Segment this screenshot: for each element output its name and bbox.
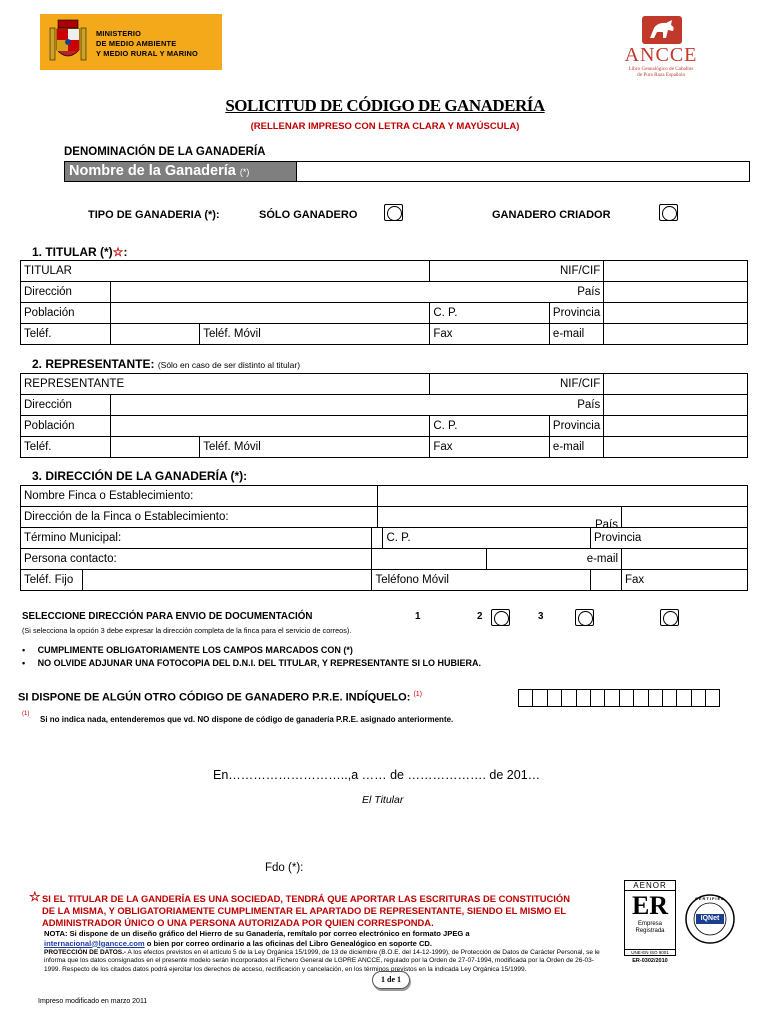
proteccion-title: PROTECCIÓN DE DATOS.- <box>44 949 127 956</box>
representante-email-input[interactable] <box>604 437 748 458</box>
dir-fax-field[interactable] <box>622 570 748 591</box>
nota-text <box>44 929 604 948</box>
email-label: e-mail <box>552 441 585 453</box>
representante-poblacion-input[interactable] <box>110 416 430 437</box>
representante-nif-label <box>430 374 604 395</box>
aenor-logo <box>624 880 676 966</box>
pre-label-text: SI DISPONE DE ALGÚN OTRO CÓDIGO DE GANADERO P.R.E. INDÍQUELO: <box>18 691 411 704</box>
aenor-une: UNE-EN ISO 9001 <box>624 950 676 956</box>
telef-fijo-label <box>21 570 83 591</box>
cp-label: C. P. <box>433 307 458 319</box>
iqnet-logo <box>684 893 736 945</box>
email-link[interactable]: internacional@lgancce.com <box>44 938 145 948</box>
er-mark-icon: ER <box>631 891 669 920</box>
movil-label: Teléfono Móvil <box>375 574 449 586</box>
page-title: SOLICITUD DE CÓDIGO DE GANADERÍA <box>225 96 545 115</box>
representante-direccion-input[interactable] <box>110 395 603 416</box>
direccion-heading: 3. DIRECCIÓN DE LA GANADERÍA (*): <box>32 469 248 483</box>
pre-code-box[interactable] <box>705 689 720 707</box>
ancce-name: ANCCE <box>624 44 698 66</box>
titular-direccion-label <box>21 282 111 303</box>
ministry-line: DE MEDIO AMBIENTE <box>96 39 177 48</box>
representante-movil-field[interactable] <box>200 437 430 458</box>
termino-label <box>21 528 372 549</box>
firma-titular: El Titular <box>362 794 404 806</box>
direccion-table <box>20 485 748 591</box>
dir-movil-input[interactable] <box>591 570 622 591</box>
dir-email-label <box>487 549 622 570</box>
iqnet-certified: CERTIFIED <box>694 896 726 901</box>
pre-superscript: (1) <box>413 691 422 698</box>
titular-provincia-label <box>549 303 603 324</box>
provincia-label: Provincia <box>552 307 601 319</box>
ministry-name <box>96 29 198 59</box>
titular-telef-label <box>21 324 111 345</box>
nota-line1: NOTA: Si dispone de un diseño gráfico del Hierro de su Ganadería, remítalo por correo electrónico en formato JPEG a <box>44 929 470 938</box>
ministry-line: MINISTERIO <box>96 29 142 38</box>
nota-line2: o bien por correo ordinario a las oficinas del Libro Genealógico en soporte CD. <box>144 938 433 948</box>
pre-code-box[interactable] <box>561 689 576 707</box>
representante-name-field[interactable] <box>21 374 430 395</box>
titular-provincia-input[interactable] <box>604 303 748 324</box>
bullet-text: CUMPLIMENTE OBLIGATORIAMENTE LOS CAMPOS MARCADOS CON (*) <box>37 645 353 655</box>
envio-option2-radio[interactable] <box>575 609 594 626</box>
representante-telef-label <box>21 437 111 458</box>
ganaderia-name-label <box>65 162 297 181</box>
pre-code-box[interactable] <box>619 689 634 707</box>
email-label: e-mail <box>552 328 585 340</box>
ministry-logo <box>40 14 222 70</box>
pre-footnote: Si no indica nada, entenderemos que vd. NO dispone de código de ganadería P.R.E. asignado anteriormente. <box>40 715 454 724</box>
email-label: e-mail <box>586 553 618 565</box>
telef-fijo-input[interactable] <box>83 570 372 591</box>
star-icon: ☆ <box>112 245 124 259</box>
pais-label: País <box>594 519 618 531</box>
aenor-code: ER-0302/2010 <box>632 958 668 964</box>
pais-label: País <box>577 399 601 411</box>
footer-warning-line: DE LA MISMA, Y OBLIGATORIAMENTE CUMPLIMENTAR EL APARTADO DE REPRESENTANTE, SIENDO EL MISMO EL <box>42 905 567 916</box>
contacto-input[interactable] <box>372 549 487 570</box>
ancce-sub-line: Libro Genealógico de Caballos <box>628 66 694 72</box>
nif-label: NIF/CIF <box>559 378 601 390</box>
termino-text: Término Municipal: <box>24 532 122 544</box>
representante-provincia-input[interactable] <box>604 416 748 437</box>
titular-movil-field[interactable] <box>200 324 430 345</box>
termino-input[interactable] <box>372 528 383 549</box>
envio-opt3-label: 3 <box>538 611 544 622</box>
pre-code-box[interactable] <box>662 689 677 707</box>
ganaderia-name-row <box>64 161 750 182</box>
representante-cp-field[interactable] <box>430 416 550 437</box>
titular-email-label <box>549 324 603 345</box>
aenor-text: AENOR <box>625 881 675 891</box>
finca-label <box>21 486 378 507</box>
envio-option3-radio[interactable] <box>660 609 679 626</box>
direccion-label: Dirección <box>24 399 72 411</box>
titular-table <box>20 260 748 345</box>
ganaderia-name-input[interactable] <box>297 162 749 181</box>
dir-finca-text: Dirección de la Finca o Establecimiento: <box>24 511 229 523</box>
pre-label <box>18 691 422 704</box>
provincia-label: Provincia <box>552 420 601 432</box>
pais-label: País <box>577 286 601 298</box>
representante-provincia-label <box>549 416 603 437</box>
solo-ganadero-radio[interactable] <box>384 204 403 221</box>
envio-opt2-label: 2 <box>477 611 483 622</box>
horse-icon <box>642 16 682 44</box>
dir-finca-pais-input[interactable] <box>622 507 748 528</box>
pre-foot-sup: (1) <box>22 711 30 717</box>
finca-text: Nombre Finca o Establecimiento: <box>24 490 194 502</box>
printed-date: Impreso modificado en marzo 2011 <box>38 998 148 1005</box>
movil-label: Teléf. Móvil <box>203 328 261 340</box>
aenor-box <box>624 880 676 950</box>
envio-note: (Si selecciona la opción 3 debe expresar la dirección completa de la finca para el servicio de correos). <box>22 626 352 635</box>
titular-poblacion-label <box>21 303 111 324</box>
pre-code-box[interactable] <box>576 689 591 707</box>
representante-heading-text: 2. REPRESENTANTE: <box>32 357 155 371</box>
nif-label: NIF/CIF <box>559 265 601 277</box>
telef-label: Teléf. <box>24 328 52 340</box>
representante-table <box>20 373 748 458</box>
titular-label: TITULAR <box>24 265 72 277</box>
contacto-text: Persona contacto: <box>24 553 117 565</box>
titular-email-input[interactable] <box>604 324 748 345</box>
envio-opt1-label: 1 <box>415 611 421 622</box>
page-subtitle: (RELLENAR IMPRESO CON LETRA CLARA Y MAYÚSCULA) <box>250 121 520 132</box>
pre-code-box[interactable] <box>547 689 562 707</box>
tipo-label: TIPO DE GANADERIA (*): <box>88 209 220 221</box>
tipo-option-solo <box>259 209 357 221</box>
proteccion-text: A los efectos previstos en el artículo 5 de la Ley Orgánica 15/1999, de 13 de diciembre (B.O.E. del 14-12-1999), de Protección de Datos de Carácter Personal, se le informa que los datos consignados en el presente modelo serán incorporados al Fichero General de LGPRE ANCCE, regulado por la Orden de 27-07-1994, modificada por la Orden de 26-03-1999. Respecto de los citados datos podrá ejercitar los derechos de acceso, rectificación y cancelación, en los términos previstos en la indicada Ley Orgánica 15/1999. <box>44 949 600 973</box>
pre-code-input[interactable] <box>519 689 720 707</box>
pre-code-box[interactable] <box>532 689 547 707</box>
titular-heading-text: 1. TITULAR (*) <box>32 245 113 259</box>
representante-email-label <box>549 437 603 458</box>
poblacion-label: Población <box>24 420 75 432</box>
dir-cp-field[interactable] <box>383 528 591 549</box>
ancce-sub-line: de Pura Raza Española <box>637 72 685 78</box>
representante-direccion-label <box>21 395 111 416</box>
ministry-line: Y MEDIO RURAL Y MARINO <box>96 49 198 58</box>
titular-colon: : <box>123 245 128 259</box>
denominacion-heading: DENOMINACIÓN DE LA GANADERÍA <box>64 146 266 158</box>
fax-label: Fax <box>433 328 453 340</box>
pre-code-box[interactable] <box>648 689 663 707</box>
aenor-registrada: Registrada <box>635 928 665 934</box>
titular-name-field[interactable] <box>21 261 430 282</box>
firma-lugar: En………………………..,a …… de ………………. de 201… <box>213 768 541 782</box>
representante-label: REPRESENTANTE <box>24 378 125 390</box>
representante-pais-input[interactable] <box>604 395 748 416</box>
finca-input[interactable] <box>378 486 748 507</box>
pre-code-box[interactable] <box>604 689 619 707</box>
titular-heading <box>32 245 127 259</box>
star-icon: ☆ <box>29 889 41 904</box>
telef-fijo-text: Teléf. Fijo <box>24 574 74 586</box>
fax-label: Fax <box>625 574 645 586</box>
poblacion-label: Población <box>24 307 75 319</box>
direccion-label: Dirección <box>24 286 72 298</box>
footer-warning-line: ADMINISTRADOR ÚNICO O UNA PERSONA AUTORIZADA POR QUIEN CORRESPONDA. <box>42 917 434 928</box>
telef-label: Teléf. <box>24 441 52 453</box>
tipo-option-solo-text: SÓLO GANADERO <box>259 209 358 221</box>
dir-finca-label <box>21 507 378 528</box>
dir-email-input[interactable] <box>622 549 748 570</box>
required-mark: (*) <box>239 167 250 177</box>
representante-nif-input[interactable] <box>604 374 748 395</box>
contacto-label <box>21 549 372 570</box>
representante-telef-input[interactable] <box>110 437 199 458</box>
pre-code-box[interactable] <box>676 689 691 707</box>
titular-poblacion-input[interactable] <box>110 303 430 324</box>
bullet-text: NO OLVIDE ADJUNAR UNA FOTOCOPIA DEL D.N.I. DEL TITULAR, Y REPRESENTANTE SI LO HUBIERA. <box>37 658 482 668</box>
firma-fdo: Fdo (*): <box>265 862 304 874</box>
titular-cp-field[interactable] <box>430 303 550 324</box>
tipo-option-criador: GANADERO CRIADOR <box>492 209 611 221</box>
pre-code-box[interactable] <box>691 689 706 707</box>
cp-label: C. P. <box>386 532 411 544</box>
ancce-subtitle <box>610 66 712 78</box>
pre-code-box[interactable] <box>590 689 605 707</box>
iqnet-text: IQNet <box>700 915 720 922</box>
envio-option1-radio[interactable] <box>491 609 510 626</box>
aenor-empresa: Empresa <box>637 921 662 927</box>
footer-warning-line: SI EL TITULAR DE LA GANDERÍA ES UNA SOCIEDAD, TENDRÁ QUE APORTAR LAS ESCRITURAS DE CONSTITUCIÓN <box>42 893 570 904</box>
representante-fax-field[interactable] <box>430 437 550 458</box>
representante-note: (Sólo en caso de ser distinto al titular) <box>157 360 301 370</box>
titular-pais-input[interactable] <box>604 282 748 303</box>
dir-finca-input[interactable] <box>378 507 622 531</box>
representante-heading <box>32 357 300 371</box>
proteccion-datos <box>44 949 604 974</box>
ancce-logo <box>610 16 712 84</box>
movil-label: Teléf. Móvil <box>203 441 261 453</box>
fax-label: Fax <box>433 441 453 453</box>
page-number: 1 de 1 <box>372 971 410 989</box>
cp-label: C. P. <box>433 420 458 432</box>
dir-movil-field[interactable] <box>372 570 591 591</box>
titular-nif-input[interactable] <box>604 261 748 282</box>
titular-direccion-input[interactable] <box>110 282 603 303</box>
titular-fax-field[interactable] <box>430 324 550 345</box>
provincia-label: Provincia <box>594 532 642 544</box>
ganaderia-name-text: Nombre de la Ganadería <box>69 163 236 179</box>
coat-of-arms-icon <box>46 18 90 66</box>
bullet-item: • NO OLVIDE ADJUNAR UNA FOTOCOPIA DEL D.N.I. DEL TITULAR, Y REPRESENTANTE SI LO HUBIERA. <box>22 658 482 668</box>
envio-label: SELECCIONE DIRECCIÓN PARA ENVIO DE DOCUMENTACIÓN <box>22 611 313 622</box>
footer-warning <box>32 893 632 929</box>
titular-nif-label <box>430 261 604 282</box>
ganadero-criador-radio[interactable] <box>659 204 678 221</box>
representante-poblacion-label <box>21 416 111 437</box>
pre-code-box[interactable] <box>518 689 533 707</box>
titular-telef-input[interactable] <box>110 324 199 345</box>
pre-code-box[interactable] <box>633 689 648 707</box>
bullet-item: • CUMPLIMENTE OBLIGATORIAMENTE LOS CAMPOS MARCADOS CON (*) <box>22 645 353 655</box>
